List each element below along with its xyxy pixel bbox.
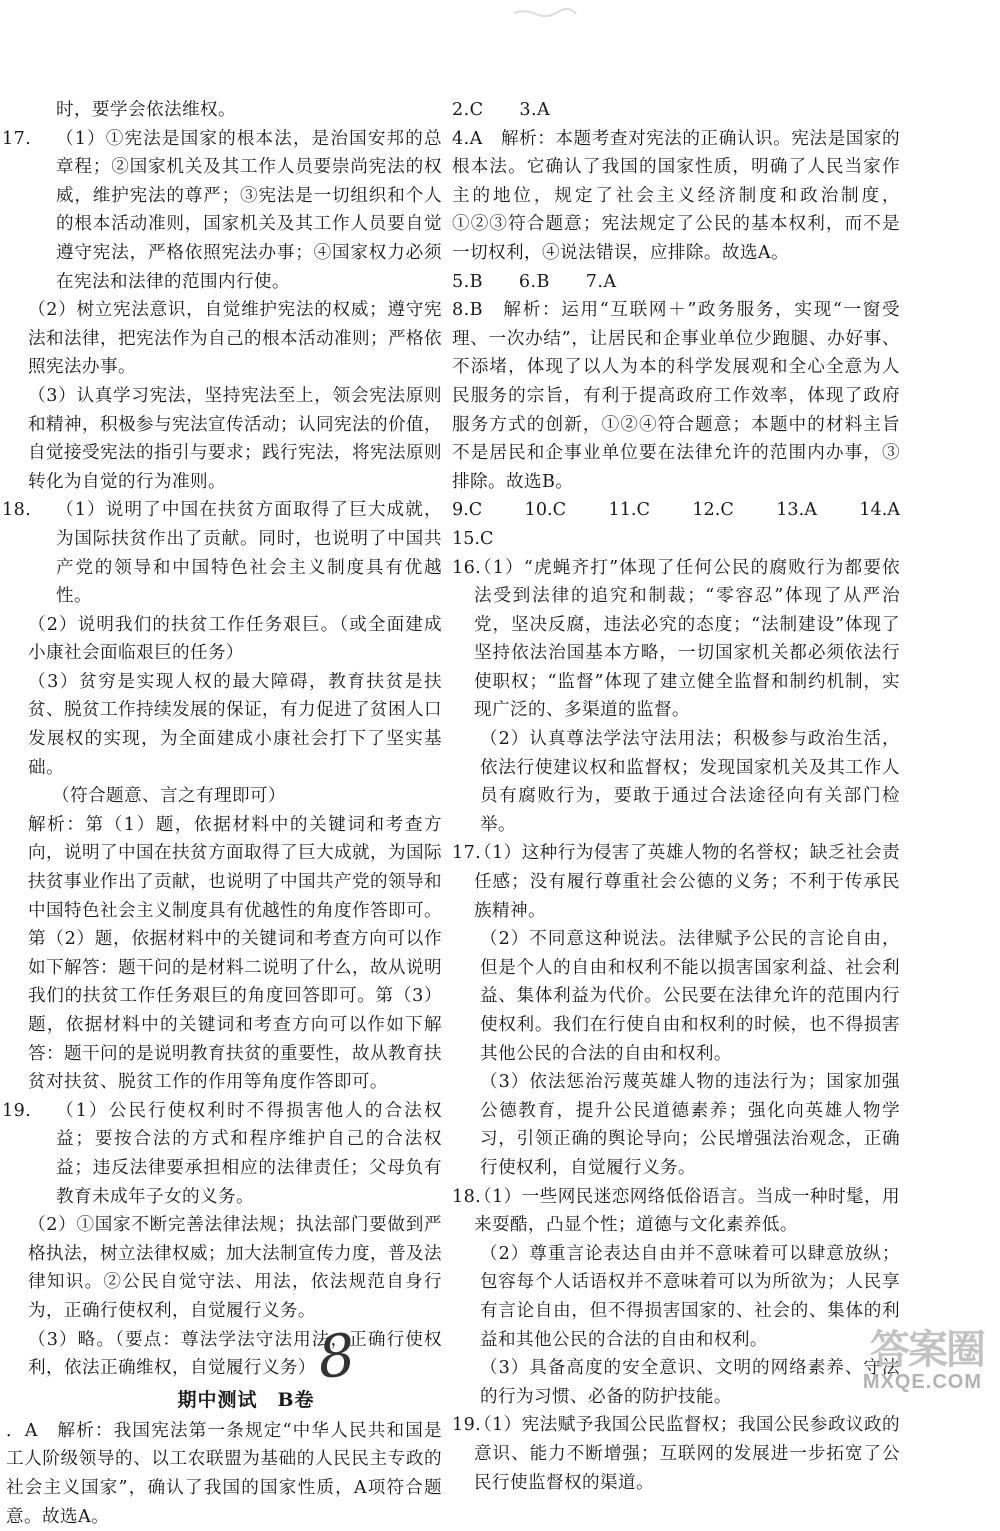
answer-18-3-right: （3）具备高度的安全意识、文明的网络素养、守法的行为习惯、必备的防护技能。 [480,1358,900,1407]
answers-5-7: 5.B 6.B 7.A [452,271,617,292]
handwritten-page-number: 8 [314,1320,359,1392]
answer-19-2: （2）①国家不断完善法律法规；执法部门要做到严格执法，树立法律权威；加大法制宣传力度，普及法律知识。②公民自觉守法、用法，依法规范自身行为，正确行使权利，自觉履行义务。 [28,1215,442,1321]
question-number: 19. [2,1100,32,1121]
answer-17-3-right: （3）依法惩治污蔑英雄人物的违法行为；国家加强公德教育，提升公民道德素养；强化向英雄人物学习，引领正确的舆论导向；公民增强法治观念，正确行使权利，自觉履行义务。 [480,1072,900,1178]
question-16 [452,554,900,726]
answer-19-1: （1）公民行使权利时不得损害他人的合法权益；要按合法的方式和程序维护自己的合法权益；违反法律要承担相应的法律责任；父母负有教育未成年子女的义务。 [56,1100,442,1207]
watermark-site: MXQE.COM [862,1371,982,1393]
answers-2-3: 2.C 3.A [452,100,551,120]
answer-18-analysis: 解析：第（1）题，依据材料中的关键词和考查方向，说明了中国在扶贫方面取得了巨大成就，为国际扶贫事业作出了贡献，也说明了中国共产党的领导和中国特色社会主义制度具有优越性的角度作答即可。第（2）题，依据材料中的关键词和考查方向可以作如下解答：题干问的是材料二说明了什么，故从说明我们的扶贫工作任务艰巨的角度回答即可。第（3）题，依据材料中的关键词和考查方向可以作如下解答：题干问的是说明教育扶贫的重要性，故从教育扶贫对扶贫、脱贫工作的作用等角度作答即可。 [28,814,442,1093]
question-19 [0,1097,442,1211]
section-title: 期中测试 B卷 [177,1388,315,1411]
answers-9-15: 9.C 10.C 11.C 12.C 13.A 14.A 15.C [452,500,936,549]
answer-18-1-right: （1）一些网民迷恋网络低俗语言。当成一种时髦，用来耍酷，凸显个性；道德与文化素养低。 [474,1186,900,1236]
question-17-right [452,839,900,925]
answer-17-1-right: （1）这种行为侵害了英雄人物的名誉权；缺乏社会责任感；没有履行尊重社会公德的义务；不利于传承民族精神。 [474,843,900,921]
answer-18-2: （2）说明我们的扶贫工作任务艰巨。（或全面建成小康社会面临艰巨的任务） [28,614,442,664]
question-18 [0,496,442,610]
answer-18-note: （符合题意、言之有理即可） [52,786,286,807]
answer-17-2-right: （2）不同意这种说法。法律赋予公民的言论自由，但是个人的自由和权利不能以损害国家利益、社会利益、集体利益为代价。公民要在法律允许的范围内行使权利。我们在行使自由和权利的时候，也不得损害其他公民的合法的自由和权利。 [480,929,900,1064]
question-number: 19. [452,1415,482,1436]
answer-4: 4.A 解析：本题考查对宪法的正确认识。宪法是国家的根本法。它确认了我国的国家性质，明确了人民当家作主的地位，规定了社会主义经济制度和政治制度，①②③符合题意；宪法规定了公民的基本权利，而不是一切权利，④说法错误，应排除。故选A。 [452,128,900,263]
question-number: 18. [452,1186,482,1207]
answer-19-3: （3）略。（要点：尊法学法守法用法，正确行使权利，依法正确维权，自觉履行义务） [28,1329,442,1379]
answer-16-2: （2）认真尊法学法守法用法；积极参与政治生活，依法行使建议权和监督权；发现国家机关及其工作人员有腐败行为，要敢于通过合法途径向有关部门检举。 [480,729,900,835]
answer-continuation: 时，要学会依法维权。 [56,100,236,120]
left-column [0,96,442,1531]
scan-artifact [510,4,580,16]
answer-18-1: （1）说明了中国在扶贫方面取得了巨大成就，为国际扶贫作出了贡献。同时，也说明了中国共产党的领导和中国特色社会主义制度具有优越性。 [56,500,442,607]
answer-19-1-right: （1）宪法赋予我国公民监督权；我国公民参政议政的意识、能力不断增强；互联网的发展进一步拓宽了公民行使监督权的渠道。 [474,1415,900,1493]
question-19-right [452,1411,900,1497]
question-number: 18. [2,500,32,521]
question-number: 17. [452,843,482,864]
watermark-logo [808,1318,988,1396]
question-number: 17. [2,128,32,149]
answer-18-3: （3）贫穷是实现人权的最大障碍，教育扶贫是扶贫、脱贫工作持续发展的保证，有力促进了贫困人口发展权的实现，为全面建成小康社会打下了坚实基础。 [28,671,442,778]
question-number: 16. [452,557,482,578]
answer-18-2-right: （2）尊重言论表达自由并不意味着可以肆意放纵；包容每个人话语权并不意味着可以为所欲为；人民享有言论自由，但不得损害国家的、社会的、集体的利益和其他公民的合法的自由和权利。 [480,1243,900,1350]
answer-16-1: （1）“虎蝇齐打”体现了任何公民的腐败行为都要依法受到法律的追究和制裁；“零容忍”体现了从严治党，坚决反腐，违法必究的态度；“法制建设”体现了坚持依法治国基本方略，一切国家机关都必须依法行使职权；“监督”体现了建立健全监督和制约机制，实现广泛的、多渠道的监督。 [474,557,900,721]
answer-17-2: （2）树立宪法意识，自觉维护宪法的权威；遵守宪法和法律，把宪法作为自己的根本活动准则；严格依照宪法办事。 [28,300,442,378]
answer-17-1: （1）①宪法是国家的根本法，是治国安邦的总章程；②国家机关及其工作人员要崇尚宪法的权威，维护宪法的尊严；③宪法是一切组织和个人的根本活动准则，国家机关及其工作人员要自觉遵守宪法，严格依照宪法办事；④国家权力必须在宪法和法律的范围内行使。 [56,128,442,292]
question-18-right [452,1183,900,1240]
question-17 [0,125,442,297]
answer-1: ．A 解析：我国宪法第一条规定“中华人民共和国是工人阶级领导的、以工农联盟为基础的人民民主专政的社会主义国家”，确认了我国的国家性质，A项符合题意。故选A。 [6,1420,442,1527]
watermark-logo-text: 答案圈 [870,1327,984,1373]
answer-8: 8.B 解析：运用“互联网＋”政务服务，实现“一窗受理、一次办结”，让居民和企事业单位少跑腿、办好事、不添堵，体现了以人为本的科学发展观和全心全意为人民服务的宗旨，有利于提高政府工作效率，体现了政府服务方式的创新，①②④符合题意；本题中的材料主旨不是居民和企事业单位要在法律允许的范围内办事，③排除。故选B。 [452,300,900,492]
answer-17-3: （3）认真学习宪法，坚持宪法至上，领会宪法原则和精神，积极参与宪法宣传活动；认同宪法的价值，自觉接受宪法的指引与要求；践行宪法，将宪法原则转化为自觉的行为准则。 [28,385,442,492]
